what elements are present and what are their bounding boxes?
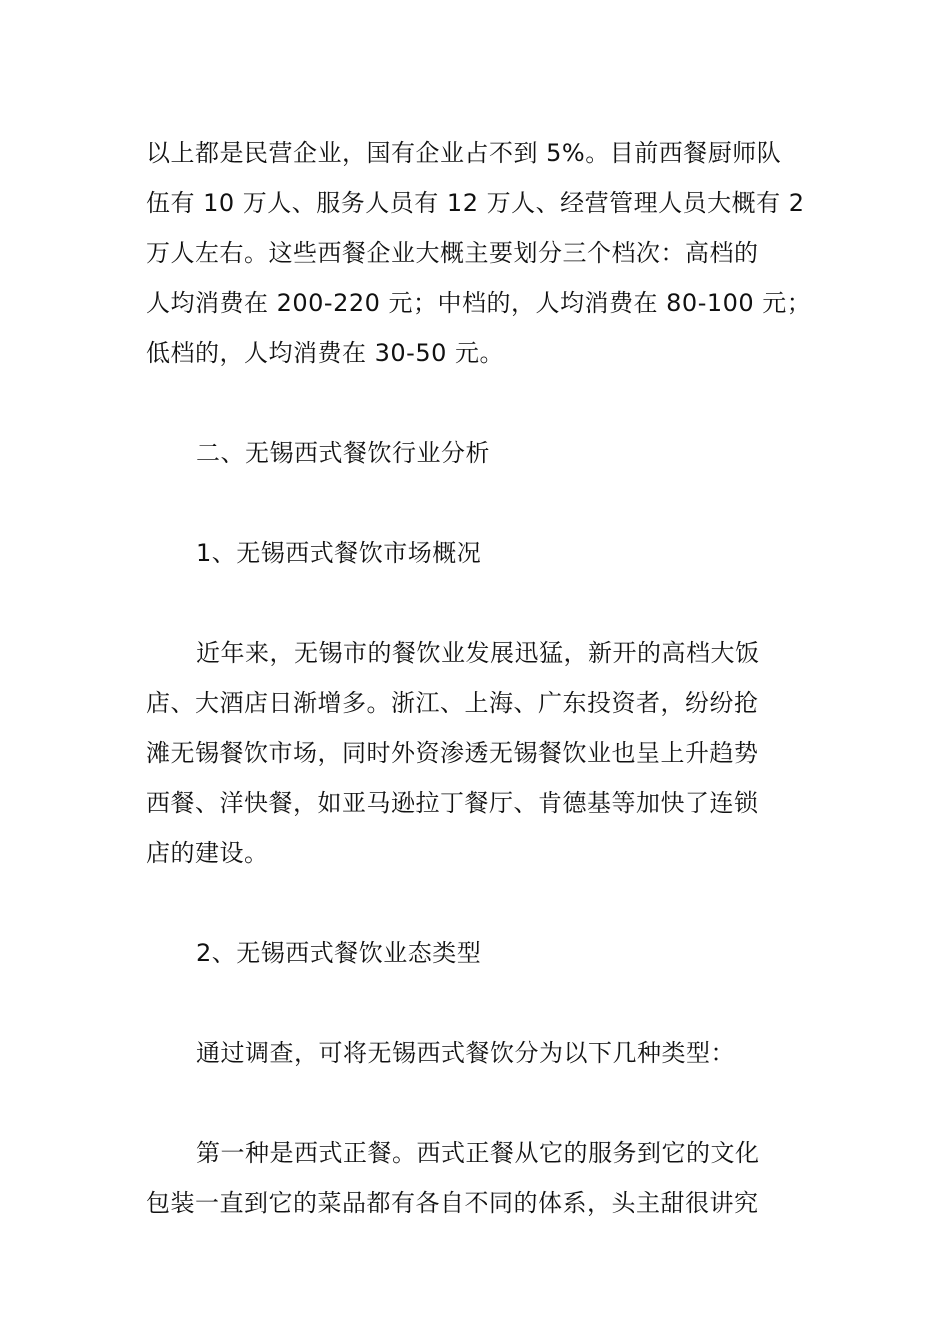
paragraph-market-overview — [146, 628, 810, 878]
subsection-heading-text: 1、无锡西式餐饮市场概况 — [196, 539, 482, 567]
paragraph-spacer — [146, 478, 810, 528]
text-line: 店、大酒店日渐增多。浙江、上海、广东投资者，纷纷抢 — [146, 689, 759, 717]
text-line: 第一种是西式正餐。西式正餐从它的服务到它的文化 — [196, 1139, 760, 1167]
paragraph-industry-overview — [146, 128, 810, 378]
subsection-heading-business-types — [146, 928, 810, 978]
section-heading-text: 二、无锡西式餐饮行业分析 — [196, 439, 490, 467]
subsection-heading-text: 2、无锡西式餐饮业态类型 — [196, 939, 482, 967]
text-line: 以上都是民营企业，国有企业占不到 5%。目前西餐厨师队 — [146, 139, 782, 167]
text-line: 店的建设。 — [146, 839, 269, 867]
paragraph-spacer — [146, 1078, 810, 1128]
text-line: 人均消费在 200-220 元；中档的，人均消费在 80-100 元； — [146, 289, 812, 317]
text-line: 滩无锡餐饮市场，同时外资渗透无锡餐饮业也呈上升趋势 — [146, 739, 759, 767]
text-line: 伍有 10 万人、服务人员有 12 万人、经营管理人员大概有 2 — [146, 189, 805, 217]
paragraph-survey-intro — [146, 1028, 810, 1078]
text-line: 包装一直到它的菜品都有各自不同的体系，头主甜很讲究 — [146, 1189, 759, 1217]
document-body — [146, 128, 810, 1228]
paragraph-spacer — [146, 378, 810, 428]
paragraph-spacer — [146, 578, 810, 628]
text-line: 万人左右。这些西餐企业大概主要划分三个档次：高档的 — [146, 239, 759, 267]
text-line: 通过调查，可将无锡西式餐饮分为以下几种类型： — [196, 1039, 735, 1067]
paragraph-formal-western-dining — [146, 1128, 810, 1228]
section-heading — [146, 428, 810, 478]
paragraph-spacer — [146, 878, 810, 928]
subsection-heading-market-overview — [146, 528, 810, 578]
text-line: 近年来，无锡市的餐饮业发展迅猛，新开的高档大饭 — [196, 639, 760, 667]
paragraph-spacer — [146, 978, 810, 1028]
text-line: 低档的，人均消费在 30-50 元。 — [146, 339, 504, 367]
text-line: 西餐、洋快餐，如亚马逊拉丁餐厅、肯德基等加快了连锁 — [146, 789, 759, 817]
